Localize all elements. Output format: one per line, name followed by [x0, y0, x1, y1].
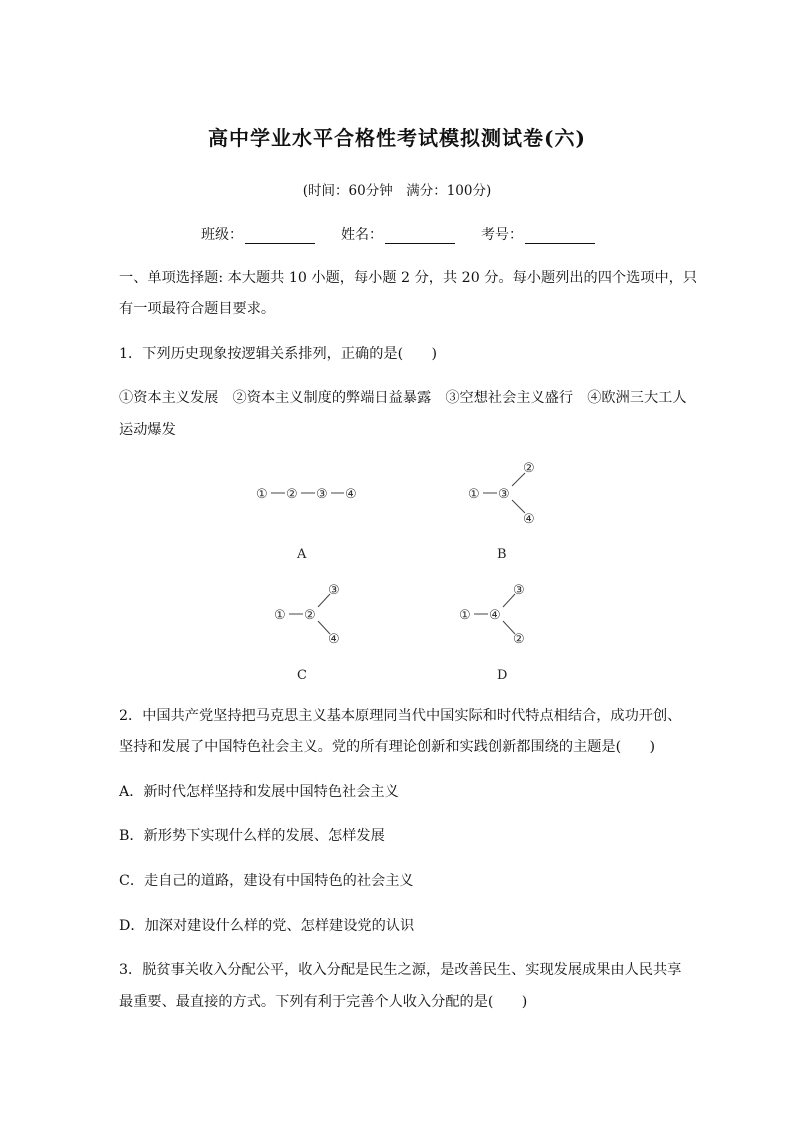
- q2-option-b[interactable]: B．新形势下实现什么样的发展、怎样发展: [119, 828, 385, 844]
- diagram-c-label: C: [297, 668, 307, 683]
- diagram-a-node-1: ①: [256, 487, 268, 502]
- q2-option-c[interactable]: C．走自己的道路，建设有中国特色的社会主义: [119, 873, 414, 889]
- diagram-b-node-down: ④: [523, 512, 535, 527]
- q3-stem-line1: 3．脱贫事关收入分配公平，收入分配是民生之源，是改善民生、实现发展成果由人民共享: [119, 962, 682, 978]
- diagram-b-node-mid: ③: [498, 487, 510, 502]
- q1-stem: 1．下列历史现象按逻辑关系排列，正确的是( ): [119, 346, 438, 362]
- exam-title: 高中学业水平合格性考试模拟测试卷(六): [208, 126, 586, 150]
- q1-items-line2: 运动爆发: [119, 422, 176, 438]
- section1-instruction-line1: 一、单项选择题: 本大题共 10 小题，每小题 2 分，共 20 分。每小题列出的四个选项中，只: [119, 270, 698, 286]
- diagram-b[interactable]: [468, 461, 535, 562]
- diagram-a-node-2: ②: [286, 487, 298, 502]
- diagram-b-label: B: [497, 547, 507, 562]
- exam-number-label: 考号：: [481, 227, 523, 243]
- exam-subtitle: (时间：60分钟 满分：100分): [302, 183, 492, 199]
- q1-items-line1: ①资本主义发展 ②资本主义制度的弊端日益暴露 ③空想社会主义盛行 ④欧洲三大工人: [119, 390, 687, 406]
- diagram-d[interactable]: [459, 583, 525, 683]
- diagram-c-node-mid: ②: [304, 608, 316, 623]
- q2-stem-line2: 坚持和发展了中国特色社会主义。党的所有理论创新和实践创新都围绕的主题是( ): [119, 739, 656, 755]
- diagram-c-node-down: ④: [328, 632, 340, 647]
- diagram-a-node-4: ④: [345, 487, 357, 502]
- q2-option-d[interactable]: D．加深对建设什么样的党、怎样建设党的认识: [119, 918, 415, 934]
- section1-instruction-line2: 有一项最符合题目要求。: [119, 301, 276, 317]
- diagram-d-node-root: ①: [459, 608, 471, 623]
- diagram-a[interactable]: [256, 487, 357, 562]
- diagram-a-node-3: ③: [316, 487, 328, 502]
- diagram-a-label: A: [297, 547, 307, 562]
- diagram-b-node-root: ①: [468, 487, 480, 502]
- diagram-d-node-up: ③: [513, 583, 525, 598]
- name-label: 姓名：: [341, 227, 383, 243]
- diagram-c[interactable]: [274, 583, 340, 683]
- q2-option-a[interactable]: A．新时代怎样坚持和发展中国特色社会主义: [119, 784, 399, 800]
- q3-stem-line2: 最重要、最直接的方式。下列有利于完善个人收入分配的是( ): [119, 994, 528, 1010]
- diagram-b-node-up: ②: [523, 461, 535, 476]
- diagram-c-node-root: ①: [274, 608, 286, 623]
- diagram-c-node-up: ③: [328, 583, 340, 598]
- diagram-d-label: D: [497, 668, 508, 683]
- diagram-d-node-mid: ④: [489, 608, 501, 623]
- class-label: 班级：: [201, 227, 243, 243]
- q2-stem-line1: 2．中国共产党坚持把马克思主义基本原理同当代中国实际和时代特点相结合，成功开创、: [119, 708, 682, 724]
- diagram-d-node-down: ②: [513, 632, 525, 647]
